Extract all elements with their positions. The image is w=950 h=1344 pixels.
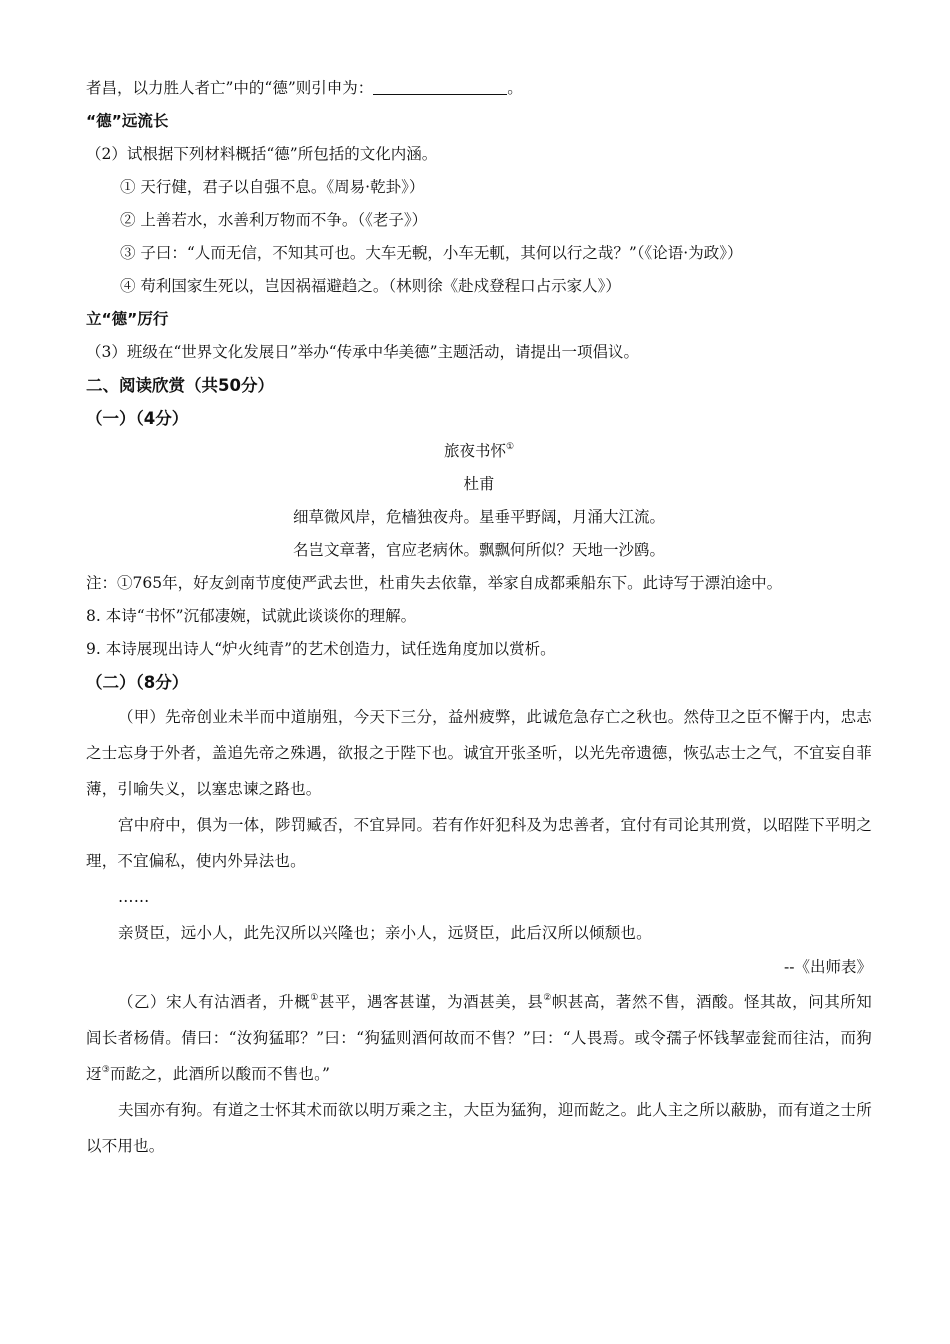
passage-jia-paragraph-2: 宫中府中，俱为一体，陟罚臧否，不宜异同。若有作奸犯科及为忠善者，宜付有司论其刑赏，以昭陛下平明之理，不宜偏私，使内外异法也。: [86, 816, 872, 870]
section-2-title: 二、阅读欣赏（共50分）: [86, 376, 274, 395]
fill-in-line: [86, 72, 872, 105]
subsection-title-2: 立“德”厉行: [86, 310, 169, 328]
document-page: [86, 72, 872, 1164]
part-2-title: （二）（8分）: [86, 673, 189, 692]
poem-note-mark: ①: [505, 442, 515, 452]
passage-jia-paragraph-3: 亲贤臣，远小人，此先汉所以兴隆也；亲小人，远贤臣，此后汉所以倾颓也。: [118, 924, 652, 942]
yi-text-c: 帜甚高，著然不售，酒酸。怪其故，问其所知闾长者杨倩。倩曰：“汝狗猛耶？”曰：“狗猛则酒何故而不售？”曰：“人畏焉。或令孺子怀钱挈壶瓮而往沽，而狗迓: [86, 993, 872, 1083]
question-3: （3）班级在“世界文化发展日”举办“传承中华美德”主题活动，请提出一项倡议。: [86, 343, 640, 361]
passage-yi-paragraph-2: 夫国亦有狗。有道之士怀其术而欲以明万乘之主，大臣为猛狗，迎而龁之。此人主之所以蔽胁，而有道之士所以不用也。: [86, 1101, 872, 1155]
answer-blank[interactable]: [373, 76, 507, 95]
question-9: 9. 本诗展现出诗人“炉火纯青”的艺术创造力，试任选角度加以赏析。: [86, 640, 556, 658]
part-1-title: （一）（4分）: [86, 409, 189, 428]
poem-author: 杜甫: [463, 475, 495, 493]
question-2-prompt: （2）试根据下列材料概括“德”所包括的文化内涵。: [86, 145, 438, 163]
note-mark-2: ②: [543, 993, 552, 1003]
poem-title: [86, 435, 872, 468]
material-item-1: ① 天行健，君子以自强不息。《周易·乾卦》）: [120, 178, 425, 196]
material-item-3: ③ 子曰：“人而无信，不知其可也。大车无輗，小车无軏，其何以行之哉？”（《论语·为政》）: [120, 244, 743, 262]
yi-text-a: （乙）宋人有沽酒者，升概: [118, 993, 311, 1011]
subsection-title-1: “德”远流长: [86, 112, 169, 130]
passage-yi-paragraph-1: [86, 984, 872, 1092]
question-8: 8. 本诗“书怀”沉郁凄婉，试就此谈谈你的理解。: [86, 607, 417, 625]
passage-ellipsis: ……: [118, 888, 150, 906]
material-item-4: ④ 苟利国家生死以，岂因祸福避趋之。（林则徐《赴戍登程口占示家人》）: [120, 277, 621, 295]
poem-note: 注：①765年，好友剑南节度使严武去世，杜甫失去依靠，举家自成都乘船东下。此诗写于漂泊途中。: [86, 574, 783, 592]
passage-jia-paragraph-1: （甲）先帝创业未半而中道崩殂，今天下三分，益州疲弊，此诚危急存亡之秋也。然侍卫之臣不懈于内，忠志之士忘身于外者，盖追先帝之殊遇，欲报之于陛下也。诚宜开张圣听，以光先帝遗德，恢弘志士之气，不宜妄自菲薄，引喻失义，以塞忠谏之路也。: [86, 708, 872, 798]
material-item-2: ② 上善若水，水善利万物而不争。（《老子》）: [120, 211, 428, 229]
poem-title-text: 旅夜书怀: [443, 442, 506, 460]
poem-line-1: 细草微风岸，危樯独夜舟。星垂平野阔，月涌大江流。: [292, 508, 665, 526]
fill-in-end: 。: [507, 79, 523, 97]
note-mark-3: ③: [101, 1065, 110, 1075]
passage-source: --《出师表》: [784, 958, 872, 976]
fill-in-text: 者昌，以力胜人者亡”中的“德”则引申为：: [86, 79, 374, 97]
note-mark-1: ①: [310, 993, 319, 1003]
yi-text-b: 甚平，遇客甚谨，为酒甚美，县: [318, 993, 544, 1011]
yi-text-d: 而龁之，此酒所以酸而不售也。”: [109, 1065, 331, 1083]
poem-line-2: 名岂文章著，官应老病休。飘飘何所似？天地一沙鸥。: [292, 541, 665, 559]
